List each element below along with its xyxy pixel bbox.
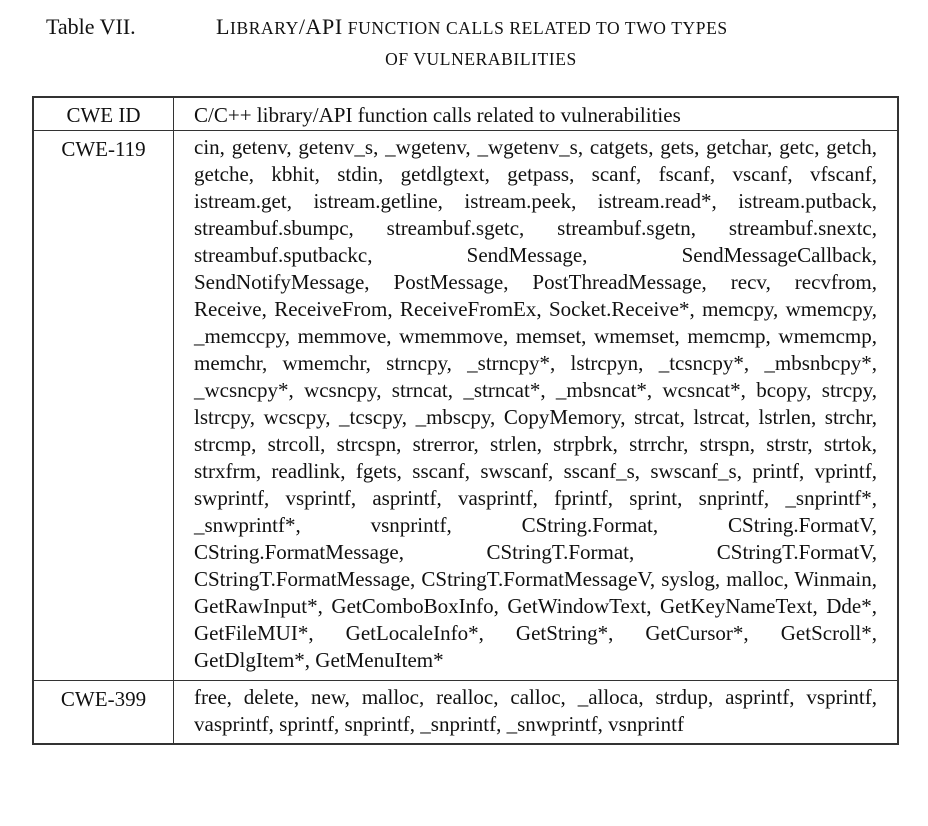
caption-title-part: /API: [298, 14, 343, 39]
table-row: [33, 131, 898, 681]
header-cwe-id: CWE ID: [33, 97, 174, 131]
function-list-cell: free, delete, new, malloc, realloc, calloc, _alloca, strdup, asprintf, vsprintf, vasprintf, sprintf, snprintf, _snprintf, _snwprintf, vsnprintf: [174, 681, 899, 745]
table-row: [33, 681, 898, 745]
cwe-id-cell: [33, 681, 174, 745]
caption-title-part: FUNCTION CALLS RELATED TO TWO TYPES: [342, 18, 728, 38]
vulnerability-function-table: [32, 96, 899, 745]
table-header-row: [33, 97, 898, 131]
cwe-id: CWE-119: [61, 137, 146, 161]
caption-line-1: [46, 12, 728, 43]
function-list-cell: cin, getenv, getenv_s, _wgetenv, _wgetenv_s, catgets, gets, getchar, getc, getch, getche, kbhit, stdin, getdlgtext, getpass, scanf, fscanf, vscanf, vfscanf, istream.get, istream.getline, istream.peek, istream.read*, istream.putback, streambuf.sbumpc, streambuf.sgetc, streambuf.sgetn, streambuf.snextc, streambuf.sputbackc, SendMessage, SendMessageCallback, SendNotifyMessage, PostMessage, PostThreadMessage, recv, recvfrom, Receive, ReceiveFrom, ReceiveFromEx, Socket.Receive*, memcpy, wmemcpy, _memccpy, memmove, wmemmove, memset, wmemset, memcmp, wmemcmp, memchr, wmemchr, strncpy, _strncpy*, lstrcpyn, _tcsncpy*, _mbsnbcpy*, _wcsncpy*, wcsncpy, strncat, _strncat*, _mbsncat*, wcsncat*, bcopy, strcpy, lstrcpy, wcscpy, _tcscpy, _mbscpy, CopyMemory, strcat, lstrcat, lstrlen, strchr, strcmp, strcoll, strcspn, strerror, strlen, strpbrk, strrchr, strspn, strstr, strtok, strxfrm, readlink, fgets, sscanf, swscanf, sscanf_s, swscanf_s, printf, vprintf, swprintf, vsprintf, asprintf, vasprintf, fprintf, sprint, snprintf, _snprintf*, _snwprintf*, vsnprintf, CString.Format, CString.FormatV, CString.FormatMessage, CStringT.Format, CStringT.FormatV, CStringT.FormatMessage, CStringT.FormatMessageV, syslog, malloc, Winmain, GetRawInput*, GetComboBoxInfo, GetWindowText, GetKeyNameText, Dde*, GetFileMUI*, GetLocaleInfo*, GetString*, GetCursor*, GetScroll*, GetDlgItem*, GetMenuItem*: [174, 131, 899, 681]
caption-label: Table VII.: [46, 14, 136, 39]
cwe-id: CWE-399: [60, 687, 147, 711]
caption-title-part: L: [216, 14, 231, 39]
caption-line-2: OF VULNERABILITIES: [385, 49, 577, 69]
caption-title-part: IBRARY: [230, 18, 299, 38]
caption-title: [216, 12, 728, 43]
header-functions: C/C++ library/API function calls related to vulnerabilities: [174, 97, 899, 131]
cwe-id-cell: [33, 131, 174, 681]
